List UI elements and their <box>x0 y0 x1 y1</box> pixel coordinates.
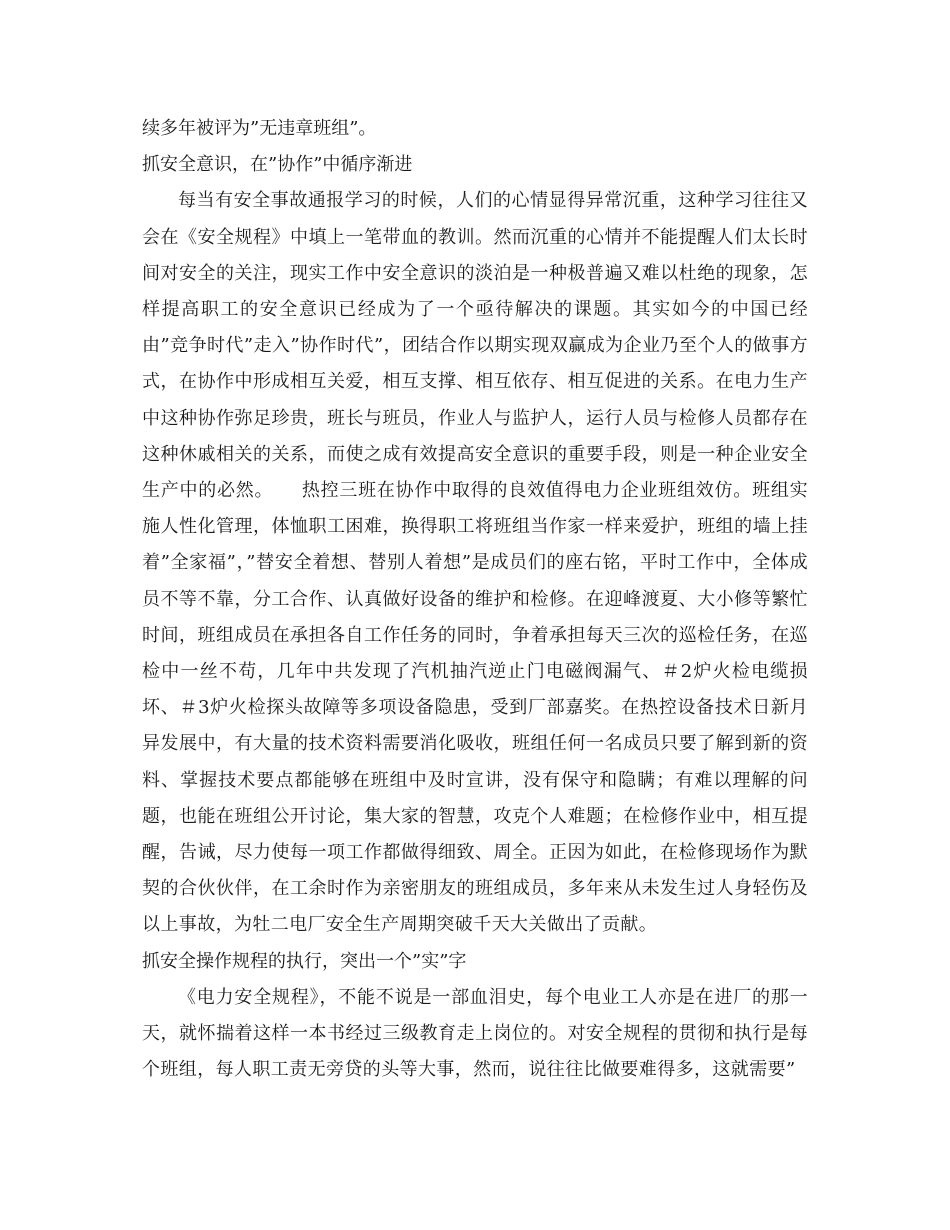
section-heading-operating-rules: 抓安全操作规程的执行，突出一个”实”字 <box>142 950 467 972</box>
paragraph-operating-rules: 《电力安全规程》，不能不说是一部血泪史，每个电业工人亦是在进厂的那一天，就怀揣着这样一本书经过三级教育走上岗位的。对安全规程的贯彻和执行是每个班组，每人职工责无旁贷的头等大事，然而，说往往比做要难得多，这就需要” <box>142 986 808 1081</box>
continuation-line: 续多年被评为”无违章班组”。 <box>142 118 377 139</box>
document-body <box>142 111 808 1088</box>
paragraph-safety-awareness: 每当有安全事故通报学习的时候，人们的心情显得异常沉重，这种学习往往又会在《安全规程》中填上一笔带血的教训。然而沉重的心情并不能提醒人们太长时间对安全的关注，现实工作中安全意识的淡泊是一种极普遍又难以杜绝的现象，怎样提高职工的安全意识已经成为了一个亟待解决的课题。其实如今的中国已经由”竞争时代”走入”协作时代”，团结合作以期实现双赢成为企业乃至个人的做事方式，在协作中形成相互关爱，相互支撑、相互依存、相互促进的关系。在电力生产中这种协作弥足珍贵，班长与班员，作业人与监护人，运行人员与检修人员都存在这种休戚相关的关系，而使之成有效提高安全意识的重要手段，则是一种企业安全生产中的必然。 热控三班在协作中取得的良效值得电力企业班组效仿。班组实施人性化管理，体恤职工困难，换得职工将班组当作家一样来爱护，班组的墙上挂着”全家福”，”替安全着想、替别人着想”是成员们的座右铭，平时工作中，全体成员不等不靠，分工合作、认真做好设备的维护和检修。在迎峰渡夏、大小修等繁忙时间，班组成员在承担各自工作任务的同时，争着承担每天三次的巡检任务，在巡检中一丝不苟，几年中共发现了汽机抽汽逆止门电磁阀漏气、＃2炉火检电缆损坏、＃3炉火检探头故障等多项设备隐患，受到厂部嘉奖。在热控设备技术日新月异发展中，有大量的技术资料需要消化吸收，班组任何一名成员只要了解到新的资料、掌握技术要点都能够在班组中及时宣讲，没有保守和隐瞒；有难以理解的问题，也能在班组公开讨论，集大家的智慧，攻克个人难题；在检修作业中，相互提醒，告诫，尽力使每一项工作都做得细致、周全。正因为如此，在检修现场作为默契的合伙伙伴，在工余时作为亲密朋友的班组成员，多年来从未发生过人身轻伤及以上事故，为牡二电厂安全生产周期突破千天大关做出了贡献。 <box>142 190 808 936</box>
section-heading-safety-awareness: 抓安全意识，在”协作”中循序渐进 <box>142 154 413 176</box>
